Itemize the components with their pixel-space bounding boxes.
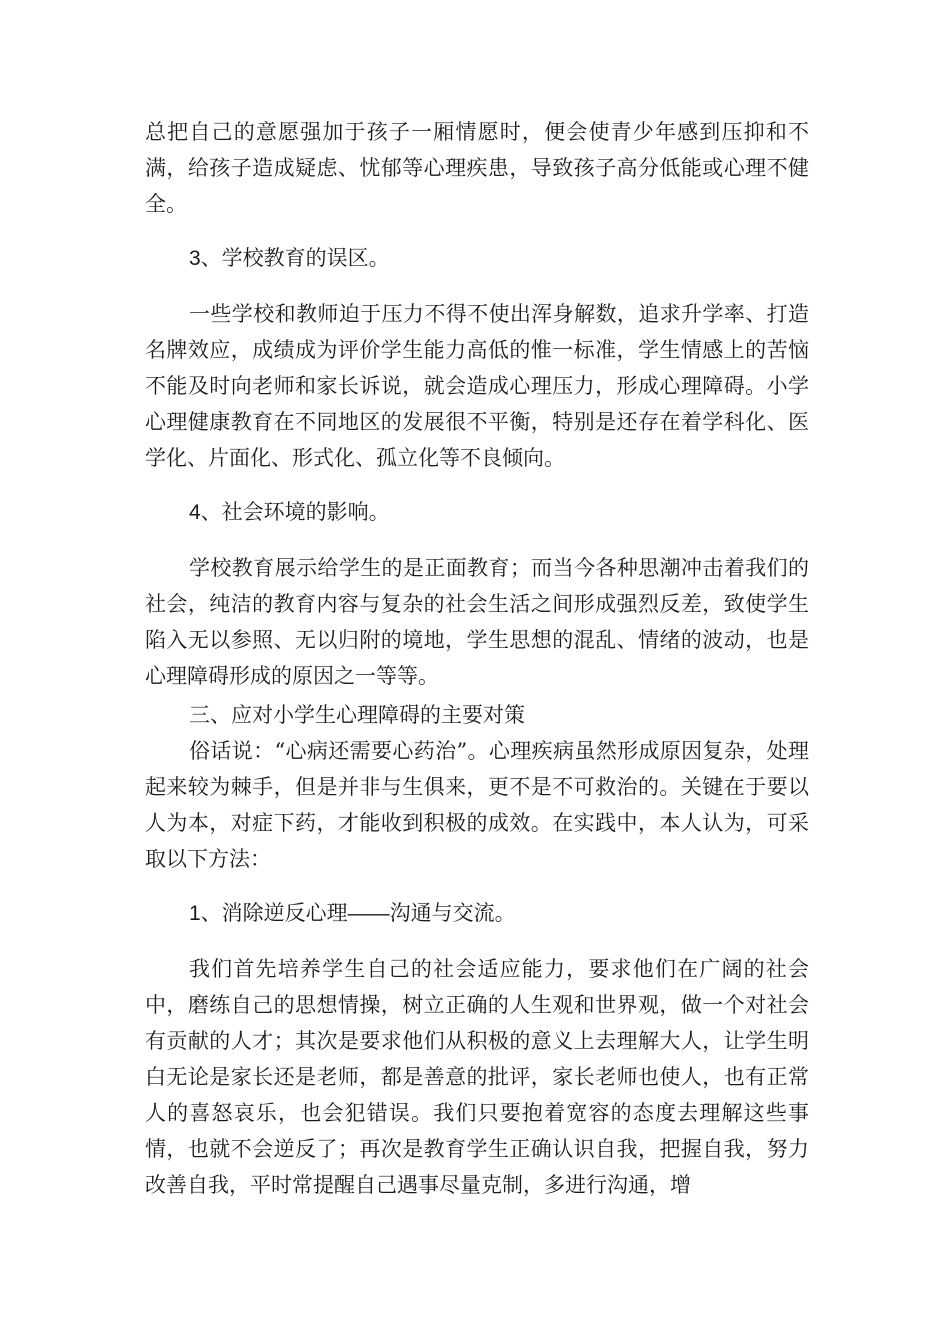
- section-heading-countermeasures: 三、应对小学生心理障碍的主要对策: [189, 703, 525, 727]
- paragraph-social-environment: 学校教育展示给学生的是正面教育；而当今各种思潮冲击着我们的社会，纯洁的教育内容与复杂的社会生活之间形成强烈反差，致使学生陷入无以参照、无以归附的境地，学生思想的混乱、情绪的波动，也是心理障碍形成的原因之一等等。: [145, 556, 809, 688]
- paragraph-countermeasures-intro: 俗话说：“心病还需要心药治”。心理疾病虽然形成原因复杂，处理起来较为棘手，但是并非与生俱来，更不是不可救治的。关键在于要以人为本，对症下药，才能收到积极的成效。在实践中，本人认为，可采取以下方法：: [145, 739, 809, 871]
- subheading-communication: 1、消除逆反心理——沟通与交流。: [189, 902, 516, 925]
- document-body: [145, 114, 809, 1203]
- paragraph-school-education: 一些学校和教师迫于压力不得不使出浑身解数，追求升学率、打造名牌效应，成绩成为评价学生能力高低的惟一标准，学生情感上的苦恼不能及时向老师和家长诉说，就会造成心理压力，形成心理障碍。小学心理健康教育在不同地区的发展很不平衡，特别是还存在着学科化、医学化、片面化、形式化、孤立化等不良倾向。: [145, 302, 809, 470]
- subheading-school-education: 3、学校教育的误区。: [189, 247, 390, 270]
- subheading-social-environment: 4、社会环境的影响。: [189, 501, 390, 524]
- paragraph-continued: 总把自己的意愿强加于孩子一厢情愿时，便会使青少年感到压抑和不满，给孩子造成疑虑、忧郁等心理疾患，导致孩子高分低能或心理不健全。: [145, 120, 809, 216]
- paragraph-communication: 我们首先培养学生自己的社会适应能力，要求他们在广阔的社会中，磨练自己的思想情操，树立正确的人生观和世界观，做一个对社会有贡献的人才；其次是要求他们从积极的意义上去理解大人，让学生明白无论是家长还是老师，都是善意的批评，家长老师也使人，也有正常人的喜怒哀乐，也会犯错误。我们只要抱着宽容的态度去理解这些事情，也就不会逆反了；再次是教育学生正确认识自我，把握自我，努力改善自我，平时常提醒自己遇事尽量克制，多进行沟通，增: [145, 957, 809, 1197]
